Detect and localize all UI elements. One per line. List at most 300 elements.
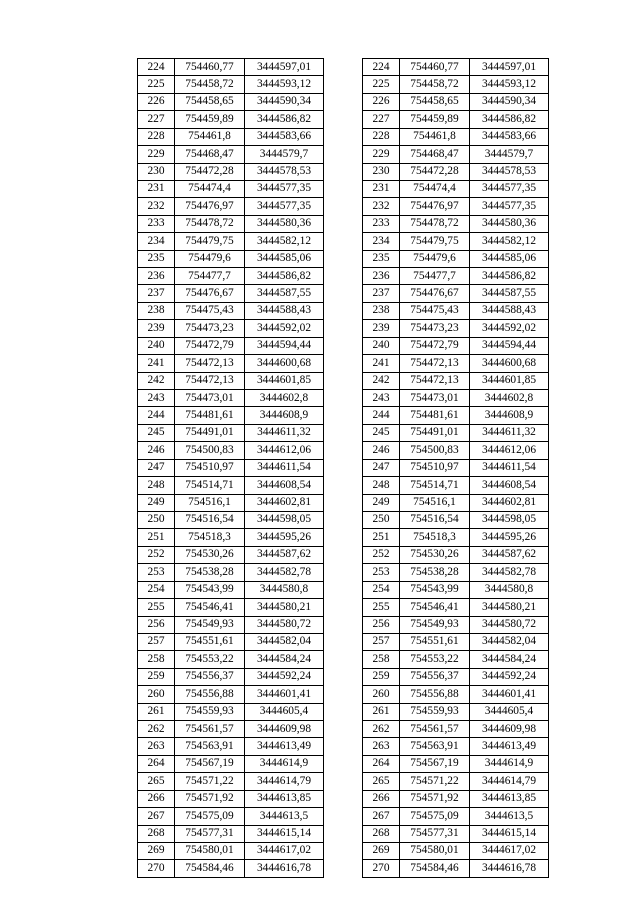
y-coordinate-cell: 3444577,35 — [470, 180, 549, 197]
y-coordinate-cell: 3444614,79 — [245, 773, 324, 790]
y-coordinate-cell: 3444613,85 — [245, 790, 324, 807]
y-coordinate-cell: 3444602,81 — [470, 494, 549, 511]
y-coordinate-cell: 3444597,01 — [245, 59, 324, 76]
x-coordinate-cell: 754559,93 — [175, 703, 245, 720]
x-coordinate-cell: 754556,37 — [400, 668, 470, 685]
table-row — [363, 546, 549, 563]
x-coordinate-cell: 754474,4 — [175, 180, 245, 197]
y-coordinate-cell: 3444611,32 — [470, 424, 549, 441]
y-coordinate-cell: 3444615,14 — [470, 825, 549, 842]
y-coordinate-cell: 3444612,06 — [245, 442, 324, 459]
point-number-cell: 232 — [363, 198, 400, 215]
y-coordinate-cell: 3444598,05 — [470, 511, 549, 528]
table-row — [363, 511, 549, 528]
x-coordinate-cell: 754514,71 — [175, 477, 245, 494]
table-row — [363, 703, 549, 720]
x-coordinate-cell: 754468,47 — [400, 146, 470, 163]
table-row — [363, 128, 549, 145]
x-coordinate-cell: 754546,41 — [400, 599, 470, 616]
table-row — [138, 372, 324, 389]
y-coordinate-cell: 3444601,41 — [245, 686, 324, 703]
point-number-cell: 270 — [363, 860, 400, 877]
point-number-cell: 251 — [363, 529, 400, 546]
point-number-cell: 262 — [138, 721, 175, 738]
point-number-cell: 229 — [138, 146, 175, 163]
table-row — [363, 721, 549, 738]
y-coordinate-cell: 3444578,53 — [245, 163, 324, 180]
table-row — [138, 268, 324, 285]
point-number-cell: 230 — [363, 163, 400, 180]
point-number-cell: 238 — [363, 302, 400, 319]
y-coordinate-cell: 3444588,43 — [245, 302, 324, 319]
x-coordinate-cell: 754543,99 — [400, 581, 470, 598]
table-row — [138, 651, 324, 668]
y-coordinate-cell: 3444613,49 — [470, 738, 549, 755]
x-coordinate-cell: 754530,26 — [400, 546, 470, 563]
point-number-cell: 253 — [138, 564, 175, 581]
point-number-cell: 226 — [363, 93, 400, 110]
x-coordinate-cell: 754491,01 — [400, 424, 470, 441]
x-coordinate-cell: 754491,01 — [175, 424, 245, 441]
y-coordinate-cell: 3444590,34 — [245, 93, 324, 110]
point-number-cell: 262 — [363, 721, 400, 738]
point-number-cell: 261 — [138, 703, 175, 720]
y-coordinate-cell: 3444582,12 — [470, 233, 549, 250]
y-coordinate-cell: 3444609,98 — [470, 721, 549, 738]
table-row — [138, 686, 324, 703]
point-number-cell: 226 — [138, 93, 175, 110]
x-coordinate-cell: 754476,97 — [400, 198, 470, 215]
table-row — [138, 616, 324, 633]
table-row — [138, 790, 324, 807]
x-coordinate-cell: 754477,7 — [400, 268, 470, 285]
y-coordinate-cell: 3444608,54 — [470, 477, 549, 494]
y-coordinate-cell: 3444582,04 — [470, 633, 549, 650]
x-coordinate-cell: 754500,83 — [400, 442, 470, 459]
y-coordinate-cell: 3444584,24 — [245, 651, 324, 668]
point-number-cell: 266 — [138, 790, 175, 807]
table-row — [363, 285, 549, 302]
point-number-cell: 263 — [363, 738, 400, 755]
point-number-cell: 224 — [138, 59, 175, 76]
x-coordinate-cell: 754538,28 — [400, 564, 470, 581]
y-coordinate-cell: 3444598,05 — [245, 511, 324, 528]
table-row — [363, 302, 549, 319]
point-number-cell: 233 — [138, 215, 175, 232]
y-coordinate-cell: 3444593,12 — [245, 76, 324, 93]
point-number-cell: 257 — [138, 633, 175, 650]
table-row — [138, 564, 324, 581]
point-number-cell: 269 — [138, 842, 175, 859]
y-coordinate-cell: 3444601,41 — [470, 686, 549, 703]
table-row — [363, 459, 549, 476]
table-row — [363, 355, 549, 372]
point-number-cell: 241 — [363, 355, 400, 372]
table-row — [363, 633, 549, 650]
point-number-cell: 267 — [138, 808, 175, 825]
table-row — [138, 477, 324, 494]
point-number-cell: 236 — [363, 268, 400, 285]
x-coordinate-cell: 754477,7 — [175, 268, 245, 285]
y-coordinate-cell: 3444593,12 — [470, 76, 549, 93]
table-row — [138, 721, 324, 738]
point-number-cell: 265 — [363, 773, 400, 790]
y-coordinate-cell: 3444587,55 — [245, 285, 324, 302]
y-coordinate-cell: 3444595,26 — [470, 529, 549, 546]
table-row — [363, 163, 549, 180]
table-row — [363, 111, 549, 128]
table-row — [138, 146, 324, 163]
y-coordinate-cell: 3444614,79 — [470, 773, 549, 790]
point-number-cell: 270 — [138, 860, 175, 877]
y-coordinate-cell: 3444613,49 — [245, 738, 324, 755]
x-coordinate-cell: 754461,8 — [175, 128, 245, 145]
point-number-cell: 260 — [363, 686, 400, 703]
x-coordinate-cell: 754481,61 — [175, 407, 245, 424]
y-coordinate-cell: 3444578,53 — [470, 163, 549, 180]
x-coordinate-cell: 754577,31 — [400, 825, 470, 842]
table-row — [138, 529, 324, 546]
point-number-cell: 240 — [138, 337, 175, 354]
x-coordinate-cell: 754476,97 — [175, 198, 245, 215]
y-coordinate-cell: 3444580,21 — [245, 599, 324, 616]
point-number-cell: 238 — [138, 302, 175, 319]
y-coordinate-cell: 3444608,9 — [245, 407, 324, 424]
x-coordinate-cell: 754567,19 — [175, 755, 245, 772]
y-coordinate-cell: 3444583,66 — [245, 128, 324, 145]
x-coordinate-cell: 754561,57 — [400, 721, 470, 738]
table-row — [138, 59, 324, 76]
x-coordinate-cell: 754472,13 — [175, 355, 245, 372]
y-coordinate-cell: 3444609,98 — [245, 721, 324, 738]
point-number-cell: 242 — [138, 372, 175, 389]
point-number-cell: 237 — [138, 285, 175, 302]
point-number-cell: 240 — [363, 337, 400, 354]
x-coordinate-cell: 754580,01 — [175, 842, 245, 859]
table-row — [138, 808, 324, 825]
table-row — [363, 825, 549, 842]
table-row — [138, 180, 324, 197]
table-row — [363, 442, 549, 459]
y-coordinate-cell: 3444580,36 — [470, 215, 549, 232]
x-coordinate-cell: 754563,91 — [175, 738, 245, 755]
table-row — [138, 773, 324, 790]
table-row — [138, 93, 324, 110]
x-coordinate-cell: 754472,28 — [175, 163, 245, 180]
y-coordinate-cell: 3444615,14 — [245, 825, 324, 842]
x-coordinate-cell: 754458,65 — [175, 93, 245, 110]
point-number-cell: 250 — [363, 511, 400, 528]
y-coordinate-cell: 3444582,78 — [470, 564, 549, 581]
table-row — [138, 198, 324, 215]
x-coordinate-cell: 754516,1 — [400, 494, 470, 511]
table-row — [363, 842, 549, 859]
table-row — [138, 633, 324, 650]
y-coordinate-cell: 3444592,02 — [470, 320, 549, 337]
point-number-cell: 235 — [138, 250, 175, 267]
y-coordinate-cell: 3444577,35 — [470, 198, 549, 215]
point-number-cell: 267 — [363, 808, 400, 825]
table-row — [138, 390, 324, 407]
y-coordinate-cell: 3444617,02 — [470, 842, 549, 859]
point-number-cell: 252 — [138, 546, 175, 563]
x-coordinate-cell: 754580,01 — [400, 842, 470, 859]
x-coordinate-cell: 754571,22 — [175, 773, 245, 790]
table-row — [363, 390, 549, 407]
y-coordinate-cell: 3444613,5 — [470, 808, 549, 825]
table-row — [363, 250, 549, 267]
y-coordinate-cell: 3444587,62 — [245, 546, 324, 563]
table-row — [138, 250, 324, 267]
x-coordinate-cell: 754473,01 — [175, 390, 245, 407]
x-coordinate-cell: 754479,75 — [175, 233, 245, 250]
x-coordinate-cell: 754474,4 — [400, 180, 470, 197]
y-coordinate-cell: 3444608,9 — [470, 407, 549, 424]
x-coordinate-cell: 754459,89 — [400, 111, 470, 128]
point-number-cell: 255 — [138, 599, 175, 616]
x-coordinate-cell: 754476,67 — [400, 285, 470, 302]
y-coordinate-cell: 3444600,68 — [470, 355, 549, 372]
x-coordinate-cell: 754478,72 — [175, 215, 245, 232]
table-row — [363, 668, 549, 685]
point-number-cell: 243 — [138, 390, 175, 407]
y-coordinate-cell: 3444605,4 — [470, 703, 549, 720]
x-coordinate-cell: 754551,61 — [175, 633, 245, 650]
table-row — [363, 494, 549, 511]
y-coordinate-cell: 3444577,35 — [245, 180, 324, 197]
y-coordinate-cell: 3444587,62 — [470, 546, 549, 563]
x-coordinate-cell: 754584,46 — [400, 860, 470, 877]
table-row — [363, 616, 549, 633]
y-coordinate-cell: 3444584,24 — [470, 651, 549, 668]
x-coordinate-cell: 754461,8 — [400, 128, 470, 145]
table-row — [363, 93, 549, 110]
point-number-cell: 254 — [363, 581, 400, 598]
x-coordinate-cell: 754538,28 — [175, 564, 245, 581]
point-number-cell: 246 — [138, 442, 175, 459]
y-coordinate-cell: 3444583,66 — [470, 128, 549, 145]
point-number-cell: 264 — [138, 755, 175, 772]
table-row — [363, 407, 549, 424]
y-coordinate-cell: 3444602,8 — [470, 390, 549, 407]
y-coordinate-cell: 3444611,54 — [245, 459, 324, 476]
x-coordinate-cell: 754478,72 — [400, 215, 470, 232]
point-number-cell: 268 — [138, 825, 175, 842]
y-coordinate-cell: 3444590,34 — [470, 93, 549, 110]
y-coordinate-cell: 3444592,24 — [470, 668, 549, 685]
x-coordinate-cell: 754458,65 — [400, 93, 470, 110]
x-coordinate-cell: 754518,3 — [400, 529, 470, 546]
x-coordinate-cell: 754563,91 — [400, 738, 470, 755]
point-number-cell: 266 — [363, 790, 400, 807]
table-row — [138, 860, 324, 877]
y-coordinate-cell: 3444586,82 — [470, 111, 549, 128]
point-number-cell: 247 — [363, 459, 400, 476]
point-number-cell: 252 — [363, 546, 400, 563]
coordinates-table-right — [362, 58, 549, 878]
y-coordinate-cell: 3444601,85 — [245, 372, 324, 389]
x-coordinate-cell: 754530,26 — [175, 546, 245, 563]
x-coordinate-cell: 754459,89 — [175, 111, 245, 128]
table-row — [363, 808, 549, 825]
x-coordinate-cell: 754556,37 — [175, 668, 245, 685]
y-coordinate-cell: 3444594,44 — [470, 337, 549, 354]
point-number-cell: 245 — [363, 424, 400, 441]
x-coordinate-cell: 754575,09 — [400, 808, 470, 825]
x-coordinate-cell: 754510,97 — [400, 459, 470, 476]
table-row — [363, 686, 549, 703]
y-coordinate-cell: 3444580,8 — [470, 581, 549, 598]
y-coordinate-cell: 3444582,04 — [245, 633, 324, 650]
point-number-cell: 263 — [138, 738, 175, 755]
x-coordinate-cell: 754518,3 — [175, 529, 245, 546]
point-number-cell: 239 — [138, 320, 175, 337]
x-coordinate-cell: 754475,43 — [400, 302, 470, 319]
point-number-cell: 231 — [138, 180, 175, 197]
point-number-cell: 246 — [363, 442, 400, 459]
table-row — [363, 790, 549, 807]
point-number-cell: 249 — [138, 494, 175, 511]
x-coordinate-cell: 754479,75 — [400, 233, 470, 250]
point-number-cell: 255 — [363, 599, 400, 616]
x-coordinate-cell: 754500,83 — [175, 442, 245, 459]
table-row — [138, 755, 324, 772]
table-row — [363, 76, 549, 93]
table-row — [363, 180, 549, 197]
table-row — [363, 651, 549, 668]
x-coordinate-cell: 754575,09 — [175, 808, 245, 825]
y-coordinate-cell: 3444616,78 — [470, 860, 549, 877]
table-row — [138, 546, 324, 563]
point-number-cell: 247 — [138, 459, 175, 476]
table-row — [138, 111, 324, 128]
table-row — [363, 860, 549, 877]
x-coordinate-cell: 754472,79 — [400, 337, 470, 354]
y-coordinate-cell: 3444579,7 — [245, 146, 324, 163]
point-number-cell: 231 — [363, 180, 400, 197]
table-row — [363, 59, 549, 76]
point-number-cell: 261 — [363, 703, 400, 720]
point-number-cell: 256 — [363, 616, 400, 633]
point-number-cell: 259 — [138, 668, 175, 685]
y-coordinate-cell: 3444600,68 — [245, 355, 324, 372]
x-coordinate-cell: 754556,88 — [175, 686, 245, 703]
x-coordinate-cell: 754584,46 — [175, 860, 245, 877]
table-row — [138, 599, 324, 616]
y-coordinate-cell: 3444585,06 — [470, 250, 549, 267]
point-number-cell: 229 — [363, 146, 400, 163]
y-coordinate-cell: 3444602,81 — [245, 494, 324, 511]
x-coordinate-cell: 754472,13 — [400, 355, 470, 372]
y-coordinate-cell: 3444614,9 — [245, 755, 324, 772]
table-row — [363, 268, 549, 285]
x-coordinate-cell: 754571,92 — [400, 790, 470, 807]
point-number-cell: 244 — [363, 407, 400, 424]
table-row — [138, 825, 324, 842]
x-coordinate-cell: 754479,6 — [400, 250, 470, 267]
table-row — [138, 76, 324, 93]
point-number-cell: 234 — [138, 233, 175, 250]
x-coordinate-cell: 754561,57 — [175, 721, 245, 738]
table-row — [363, 581, 549, 598]
x-coordinate-cell: 754546,41 — [175, 599, 245, 616]
point-number-cell: 239 — [363, 320, 400, 337]
x-coordinate-cell: 754549,93 — [400, 616, 470, 633]
y-coordinate-cell: 3444579,7 — [470, 146, 549, 163]
table-row — [363, 198, 549, 215]
y-coordinate-cell: 3444597,01 — [470, 59, 549, 76]
point-number-cell: 251 — [138, 529, 175, 546]
point-number-cell: 258 — [138, 651, 175, 668]
point-number-cell: 264 — [363, 755, 400, 772]
y-coordinate-cell: 3444577,35 — [245, 198, 324, 215]
point-number-cell: 243 — [363, 390, 400, 407]
table-row — [138, 842, 324, 859]
x-coordinate-cell: 754458,72 — [400, 76, 470, 93]
table-row — [138, 459, 324, 476]
x-coordinate-cell: 754473,23 — [400, 320, 470, 337]
y-coordinate-cell: 3444594,44 — [245, 337, 324, 354]
x-coordinate-cell: 754472,13 — [175, 372, 245, 389]
point-number-cell: 241 — [138, 355, 175, 372]
y-coordinate-cell: 3444613,85 — [470, 790, 549, 807]
y-coordinate-cell: 3444582,12 — [245, 233, 324, 250]
x-coordinate-cell: 754514,71 — [400, 477, 470, 494]
table-row — [138, 668, 324, 685]
point-number-cell: 249 — [363, 494, 400, 511]
y-coordinate-cell: 3444614,9 — [470, 755, 549, 772]
table-row — [363, 529, 549, 546]
point-number-cell: 227 — [363, 111, 400, 128]
x-coordinate-cell: 754551,61 — [400, 633, 470, 650]
table-row — [363, 320, 549, 337]
x-coordinate-cell: 754479,6 — [175, 250, 245, 267]
point-number-cell: 230 — [138, 163, 175, 180]
table-row — [138, 163, 324, 180]
y-coordinate-cell: 3444602,8 — [245, 390, 324, 407]
table-row — [363, 372, 549, 389]
point-number-cell: 250 — [138, 511, 175, 528]
x-coordinate-cell: 754476,67 — [175, 285, 245, 302]
x-coordinate-cell: 754468,47 — [175, 146, 245, 163]
table-row — [138, 320, 324, 337]
table-row — [363, 599, 549, 616]
table-row — [138, 337, 324, 354]
point-number-cell: 242 — [363, 372, 400, 389]
y-coordinate-cell: 3444595,26 — [245, 529, 324, 546]
y-coordinate-cell: 3444613,5 — [245, 808, 324, 825]
y-coordinate-cell: 3444605,4 — [245, 703, 324, 720]
table-row — [363, 424, 549, 441]
point-number-cell: 224 — [363, 59, 400, 76]
x-coordinate-cell: 754516,54 — [175, 511, 245, 528]
x-coordinate-cell: 754510,97 — [175, 459, 245, 476]
x-coordinate-cell: 754567,19 — [400, 755, 470, 772]
table-row — [138, 424, 324, 441]
point-number-cell: 228 — [138, 128, 175, 145]
table-row — [138, 302, 324, 319]
x-coordinate-cell: 754473,23 — [175, 320, 245, 337]
point-number-cell: 233 — [363, 215, 400, 232]
x-coordinate-cell: 754475,43 — [175, 302, 245, 319]
table-row — [363, 477, 549, 494]
x-coordinate-cell: 754549,93 — [175, 616, 245, 633]
table-row — [138, 442, 324, 459]
y-coordinate-cell: 3444592,02 — [245, 320, 324, 337]
x-coordinate-cell: 754577,31 — [175, 825, 245, 842]
x-coordinate-cell: 754559,93 — [400, 703, 470, 720]
y-coordinate-cell: 3444585,06 — [245, 250, 324, 267]
